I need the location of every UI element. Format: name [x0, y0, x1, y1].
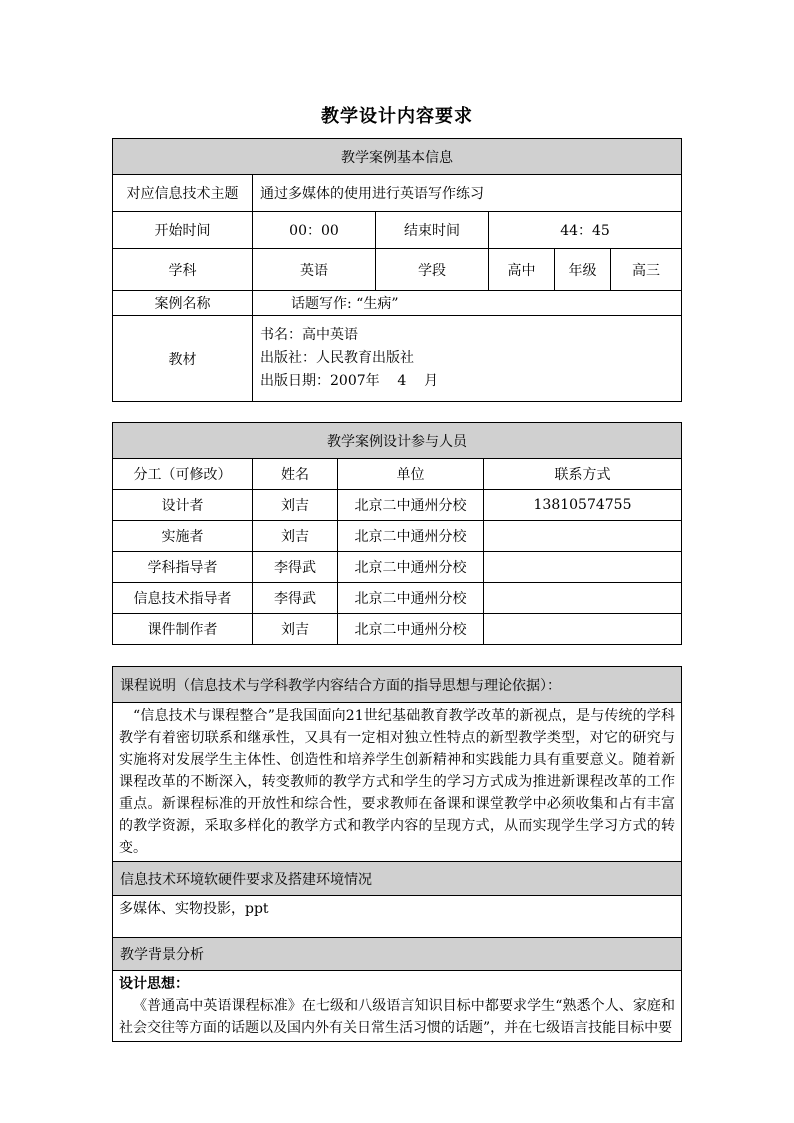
name-cell: 李得武	[253, 552, 338, 583]
unit-cell: 北京二中通州分校	[338, 614, 484, 645]
name-cell: 刘吉	[253, 490, 338, 521]
end-time-label: 结束时间	[376, 212, 489, 249]
textbook-publish-date: 出版日期：2007年 4 月	[260, 373, 439, 389]
table-row	[113, 614, 682, 645]
course-table	[112, 666, 682, 1042]
staff-header: 教学案例设计参与人员	[113, 423, 682, 459]
table-row	[113, 490, 682, 521]
col-contact: 联系方式	[484, 459, 682, 490]
course-header: 课程说明（信息技术与学科教学内容结合方面的指导思想与理论依据）：	[113, 667, 682, 703]
contact-cell	[484, 583, 682, 614]
start-time-value: 00：00	[253, 212, 376, 249]
grade-label: 年级	[555, 249, 611, 291]
col-unit: 单位	[338, 459, 484, 490]
textbook-publisher: 出版社：人民教育出版社	[260, 350, 414, 366]
end-time-value: 44：45	[489, 212, 682, 249]
name-cell: 刘吉	[253, 521, 338, 552]
staff-table	[112, 422, 682, 645]
table-row	[113, 521, 682, 552]
stage-value: 高中	[489, 249, 555, 291]
unit-cell: 北京二中通州分校	[338, 521, 484, 552]
basic-info-header: 教学案例基本信息	[113, 139, 682, 175]
contact-cell: 13810574755	[484, 490, 682, 521]
table-row	[113, 583, 682, 614]
role-cell: 设计者	[113, 490, 253, 521]
topic-value: 通过多媒体的使用进行英语写作练习	[253, 175, 682, 212]
role-cell: 信息技术指导者	[113, 583, 253, 614]
textbook-label: 教材	[113, 316, 253, 402]
env-text: 多媒体、实物投影，ppt	[113, 896, 682, 938]
textbook-book-name: 书名：高中英语	[260, 327, 358, 343]
design-thought-text: 《普通高中英语课程标准》在七级和八级语言知识目标中都要求学生“熟悉个人、家庭和社会交往等方面的话题以及国内外有关日常生活习惯的话题”，并在七级语言技能目标中要	[119, 998, 675, 1036]
start-time-label: 开始时间	[113, 212, 253, 249]
course-description: “信息技术与课程整合”是我国面向21世纪基础教育教学改革的新视点，是与传统的学科教学有着密切联系和继承性，又具有一定相对独立性特点的新型教学类型，对它的研究与实施将对发展学生主体性、创造性和培养学生创新精神和实践能力具有重要意义。随着新课程改革的不断深入，转变教师的教学方式和学生的学习方式成为推进新课程改革的工作重点。新课程标准的开放性和综合性，要求教师在备课和课堂教学中必须收集和占有丰富的教学资源，采取多样化的教学方式和教学内容的呈现方式，从而实现学生学习方式的转变。	[113, 703, 682, 862]
topic-label: 对应信息技术主题	[113, 175, 253, 212]
name-cell: 李得武	[253, 583, 338, 614]
col-name: 姓名	[253, 459, 338, 490]
design-thought-title: 设计思想：	[119, 976, 189, 992]
role-cell: 学科指导者	[113, 552, 253, 583]
table-row	[113, 552, 682, 583]
case-name-value: 话题写作: “生病”	[253, 291, 682, 316]
unit-cell: 北京二中通州分校	[338, 583, 484, 614]
case-name-label: 案例名称	[113, 291, 253, 316]
grade-value: 高三	[611, 249, 682, 291]
basic-info-table	[112, 138, 682, 402]
subject-value: 英语	[253, 249, 376, 291]
contact-cell	[484, 521, 682, 552]
env-header: 信息技术环境软硬件要求及搭建环境情况	[113, 862, 682, 896]
textbook-info	[253, 316, 682, 402]
design-thought	[113, 971, 682, 1042]
contact-cell	[484, 614, 682, 645]
contact-cell	[484, 552, 682, 583]
unit-cell: 北京二中通州分校	[338, 490, 484, 521]
unit-cell: 北京二中通州分校	[338, 552, 484, 583]
role-cell: 课件制作者	[113, 614, 253, 645]
name-cell: 刘吉	[253, 614, 338, 645]
stage-label: 学段	[376, 249, 489, 291]
col-role: 分工（可修改）	[113, 459, 253, 490]
background-header: 教学背景分析	[113, 938, 682, 971]
subject-label: 学科	[113, 249, 253, 291]
role-cell: 实施者	[113, 521, 253, 552]
page-title: 教学设计内容要求	[321, 106, 473, 127]
